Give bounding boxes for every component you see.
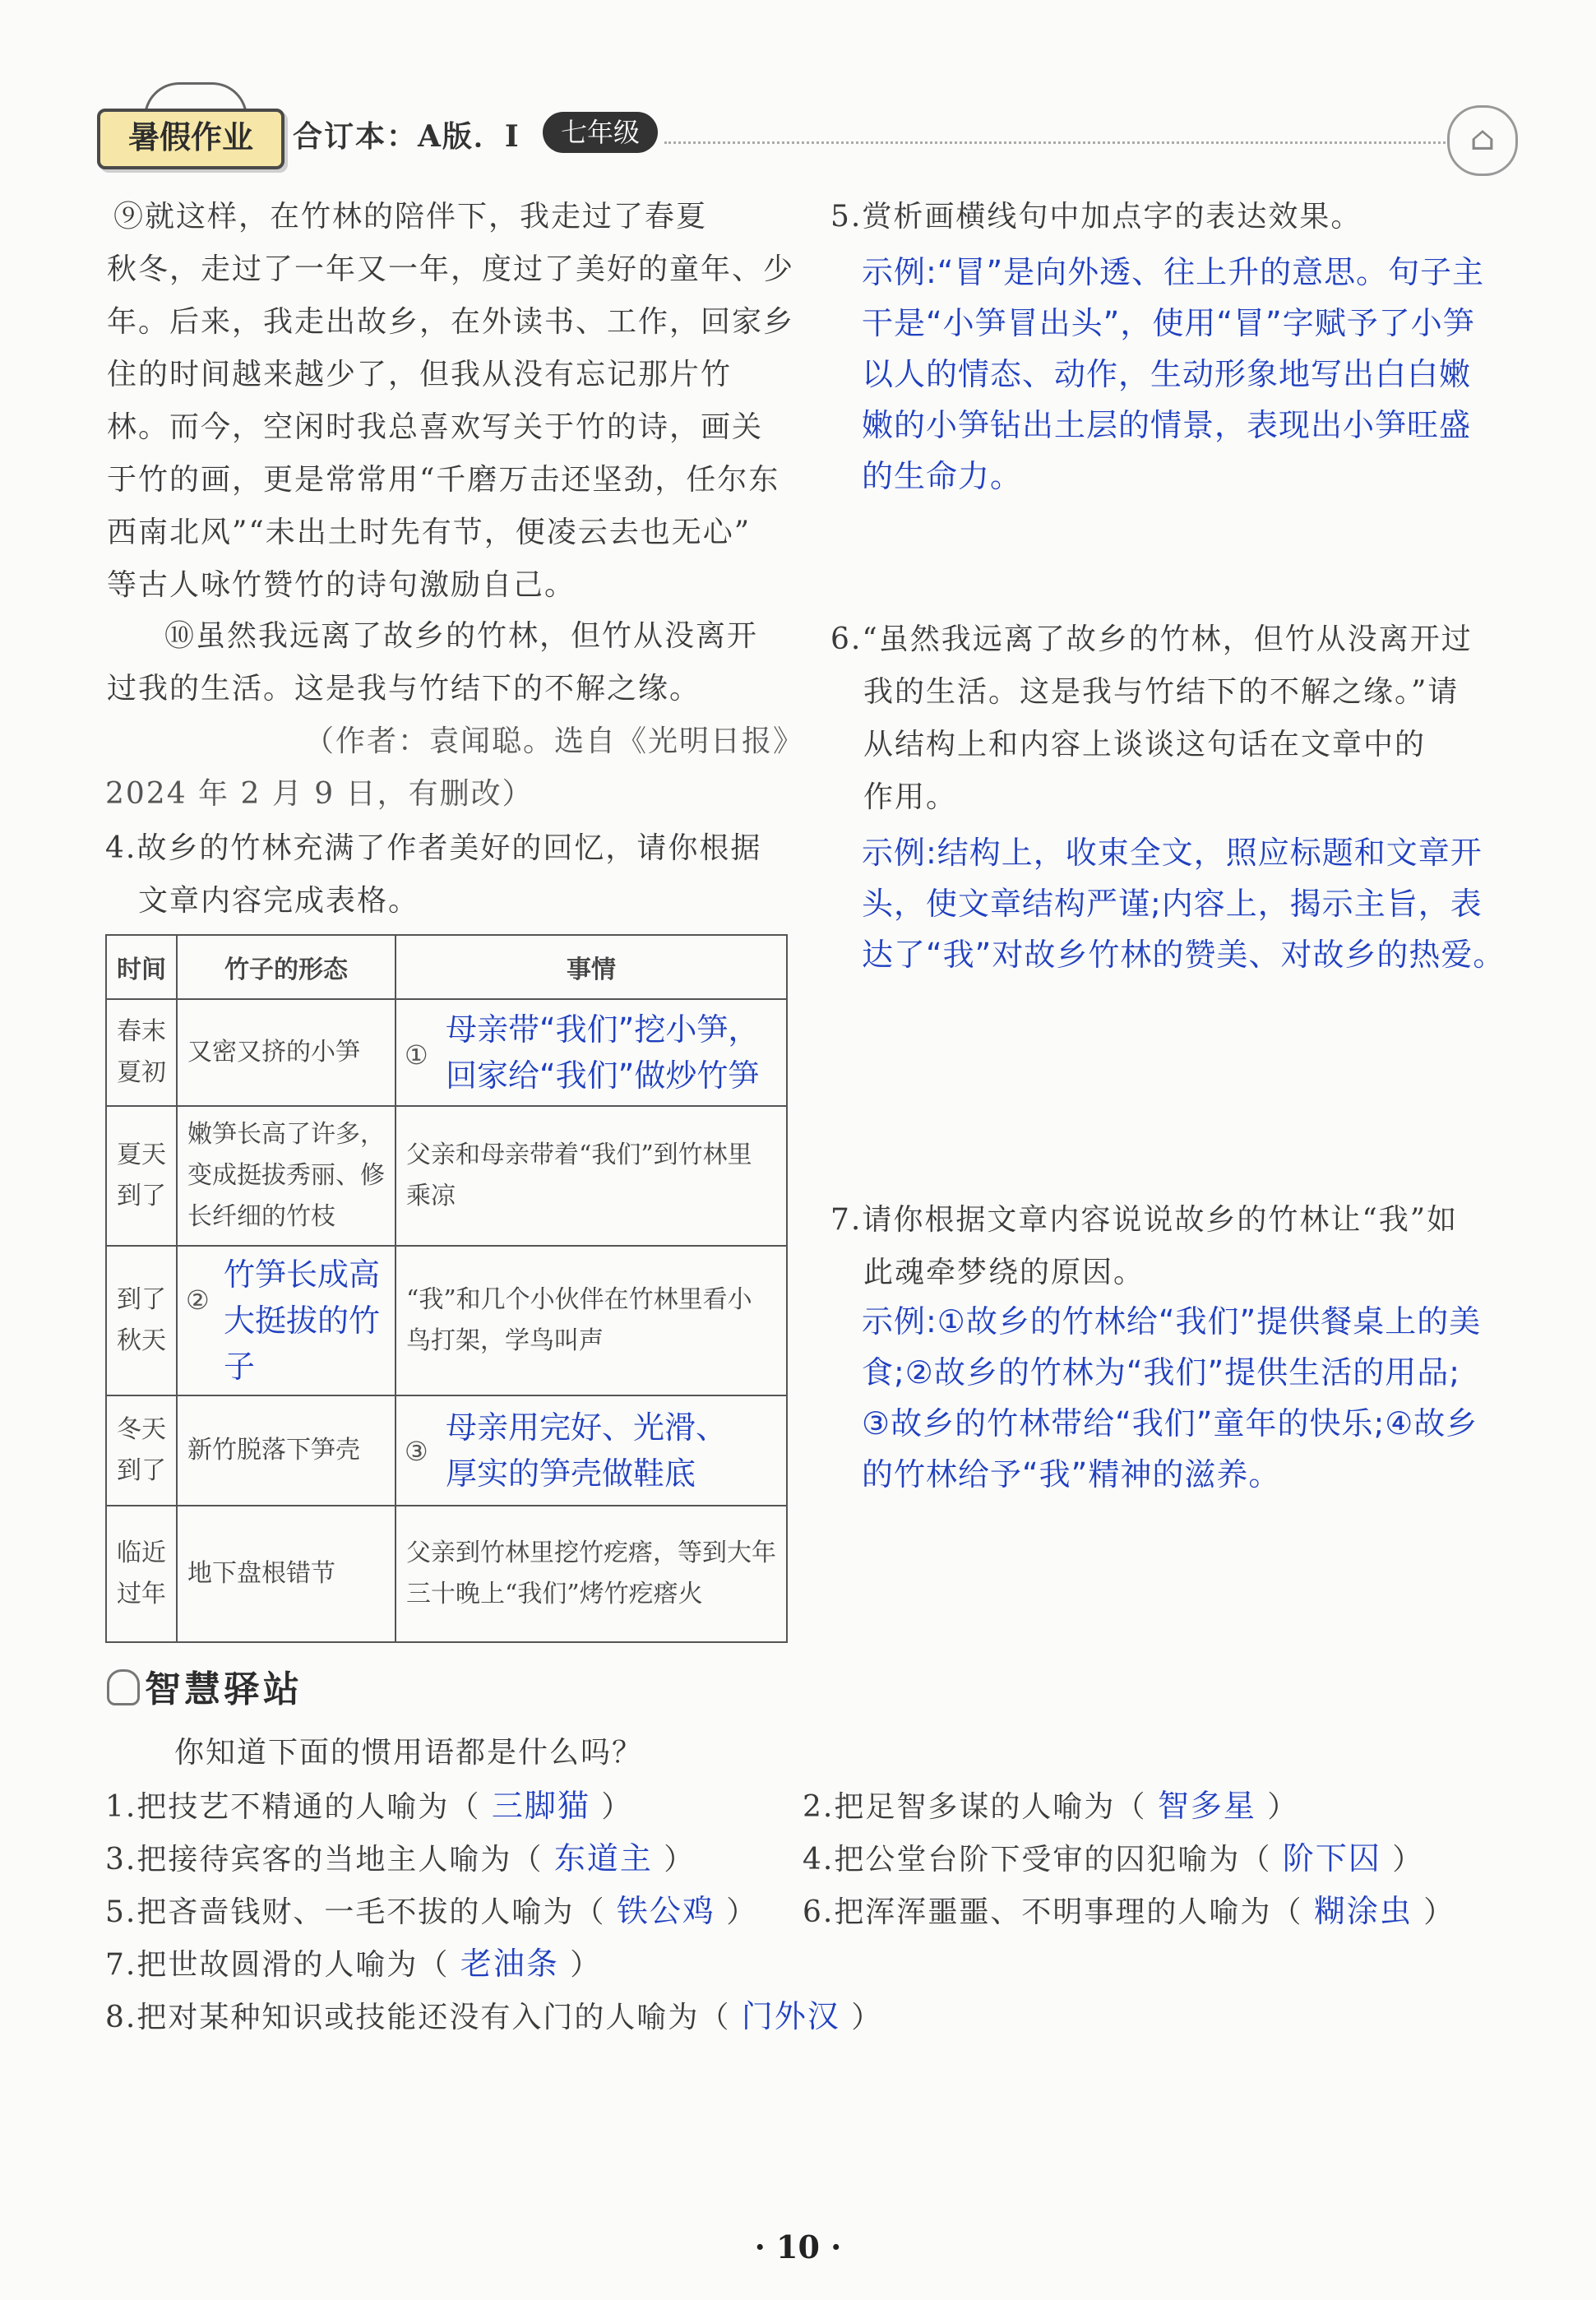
idiom-item (803, 1832, 1423, 1886)
answer-line: 头，使文章结构严谨;内容上，揭示主旨，表 (862, 886, 1483, 922)
idiom-question: 3.把接待宾客的当地主人喻为（ (105, 1843, 544, 1877)
answer-line: 的生命力。 (862, 458, 1023, 494)
answer-line: 厚实的笋壳做鞋底 (446, 1455, 696, 1492)
idiom-item (105, 1779, 632, 1834)
series-logo: 暑假作业 (97, 109, 285, 169)
idiom-question: 1.把技艺不精通的人喻为（ (105, 1790, 481, 1824)
idiom-bracket: ） (664, 1843, 696, 1877)
idiom-question: 4.把公堂台阶下受审的囚犯喻为（ (803, 1843, 1272, 1877)
question-line: 7.请你根据文章内容说说故乡的竹林让“我”如 (830, 1203, 1459, 1237)
idiom-item (105, 1832, 695, 1886)
time-cell (106, 999, 177, 1106)
question-line: 6.“虽然我远离了故乡的竹林，但竹从没离开过 (830, 622, 1473, 656)
text-line: 过我的生活。这是我与竹结下的不解之缘。 (107, 672, 701, 706)
table-header-row (106, 935, 787, 999)
header-time: 时间 (106, 935, 177, 999)
table-row (106, 999, 787, 1106)
question-line: 我的生活。这是我与竹结下的不解之缘。”请 (863, 675, 1460, 709)
table-row (106, 1506, 787, 1642)
form-cell (177, 1246, 396, 1395)
idiom-answer: 铁公鸡 (616, 1893, 715, 1929)
idiom-bracket: ） (851, 2001, 883, 2034)
header-form: 竹子的形态 (177, 935, 396, 999)
lightbulb-icon (107, 1669, 140, 1705)
answer-6 (862, 827, 1585, 980)
question-6 (830, 613, 1571, 824)
event-cell: 父亲和母亲带着“我们”到竹林里乘凉 (396, 1106, 787, 1246)
question-4 (105, 822, 804, 928)
idiom-question: 8.把对某种知识或技能还没有入门的人喻为（ (105, 2001, 731, 2034)
time-cell (106, 1395, 177, 1506)
idiom-bracket: ） (726, 1895, 758, 1929)
time-line: 到了 (117, 1285, 166, 1314)
question-line: 4.故乡的竹林充满了作者美好的回忆，请你根据 (105, 831, 762, 865)
time-line: 临近 (117, 1539, 166, 1567)
passage-paragraph-10 (107, 610, 806, 715)
time-line: 到了 (117, 1182, 166, 1210)
text-line: 年。后来，我走出故乡，在外读书、工作，回家乡 (107, 305, 795, 339)
time-cell (106, 1246, 177, 1395)
answer-line: 嫩的小笋钻出土层的情景，表现出小笋旺盛 (862, 407, 1472, 443)
form-cell: 地下盘根错节 (177, 1506, 396, 1642)
event-cell (396, 1395, 787, 1506)
idiom-answer: 三脚猫 (491, 1788, 590, 1824)
passage-paragraph-9 (107, 191, 796, 612)
time-line: 秋天 (117, 1326, 166, 1355)
source-line: （作者：袁闻聪。选自《光明日报》 (303, 724, 804, 758)
idiom-question: 2.把足智多谋的人喻为（ (803, 1790, 1147, 1824)
edition-label: 合订本：A版．I (293, 119, 520, 154)
answer-text (446, 1405, 776, 1497)
answer-mark: ① (405, 1039, 428, 1071)
text-line: 林。而今，空闲时我总喜欢写关于竹的诗，画关 (107, 410, 764, 444)
answer-text: 竹笋长成高大挺拔的竹子 (224, 1256, 381, 1385)
idiom-item (105, 1885, 757, 1939)
answer-line: 母亲带“我们”挖小笋， (446, 1011, 760, 1048)
time-line: 春末 (117, 1017, 166, 1046)
question-7 (830, 1194, 1571, 1299)
table-row (106, 1395, 787, 1506)
idiom-answer: 智多星 (1157, 1788, 1256, 1824)
table-row (106, 1246, 787, 1395)
header-event: 事情 (396, 935, 787, 999)
event-cell (396, 999, 787, 1106)
idiom-answer: 东道主 (553, 1840, 653, 1877)
text-line: 于竹的画，更是常常用“千磨万击还坚劲，任尔东 (107, 463, 780, 497)
answer-line: 干是“小笋冒出头”，使用“冒”字赋予了小笋 (862, 305, 1475, 341)
grade-badge: 七年级 (543, 112, 658, 153)
idiom-bracket: ） (1267, 1790, 1299, 1824)
section-title: 智慧驿站 (145, 1668, 303, 1710)
section-intro: 你知道下面的惯用语都是什么吗？ (174, 1736, 644, 1770)
time-cell (106, 1106, 177, 1246)
idiom-bracket: ） (1392, 1843, 1424, 1877)
text-line: 等古人咏竹赞竹的诗句激励自己。 (107, 568, 576, 602)
bamboo-table (105, 934, 788, 1643)
answer-line: 母亲用完好、光滑、 (446, 1409, 728, 1446)
text-line: 住的时间越来越少了，但我从没有忘记那片竹 (107, 358, 733, 391)
passage-source (105, 715, 804, 821)
answer-text (446, 1007, 776, 1099)
idiom-bracket: ） (570, 1948, 602, 1982)
text-line: ⑨就这样，在竹林的陪伴下，我走过了春夏 (113, 200, 708, 234)
answer-line: 以人的情态、动作，生动形象地写出白白嫩 (862, 356, 1472, 392)
time-line: 冬天 (117, 1415, 166, 1444)
question-5 (830, 191, 1571, 243)
table-row (106, 1106, 787, 1246)
time-line: 过年 (117, 1580, 166, 1608)
answer-mark: ② (186, 1284, 210, 1316)
idiom-item (105, 1937, 601, 1992)
source-line: 2024 年 2 月 9 日，有删改） (105, 777, 534, 811)
idiom-answer: 老油条 (460, 1946, 559, 1982)
time-line: 夏初 (117, 1058, 166, 1087)
idiom-answer: 糊涂虫 (1313, 1893, 1413, 1929)
answer-5 (862, 247, 1585, 502)
time-cell (106, 1506, 177, 1642)
time-line: 到了 (117, 1456, 166, 1485)
page-number: · 10 · (754, 2228, 842, 2265)
idiom-answer: 门外汉 (741, 1998, 840, 2034)
idiom-item (803, 1779, 1298, 1834)
form-cell: 又密又挤的小笋 (177, 999, 396, 1106)
text-line: 秋冬，走过了一年又一年，度过了美好的童年、少 (107, 252, 795, 286)
time-line: 夏天 (117, 1141, 166, 1169)
idiom-item (105, 1990, 882, 2044)
answer-line: 示例:结构上，收束全文，照应标题和文章开 (862, 835, 1483, 871)
form-cell: 嫩笋长高了许多，变成挺拔秀丽、修长纤细的竹枝 (177, 1106, 396, 1246)
answer-7 (862, 1296, 1585, 1500)
answer-line: 达了“我”对故乡竹林的赞美、对故乡的热爱。 (862, 937, 1506, 973)
question-line: 此魂牵梦绕的原因。 (863, 1256, 1145, 1289)
answer-line: ③故乡的竹林带给“我们”童年的快乐;④故乡 (862, 1405, 1478, 1442)
question-line: 文章内容完成表格。 (138, 884, 420, 918)
idiom-item (803, 1885, 1455, 1939)
answer-line: 示例:“冒”是向外透、往上升的意思。句子主 (862, 254, 1485, 290)
idiom-question: 6.把浑浑噩噩、不明事理的人喻为（ (803, 1895, 1303, 1929)
answer-mark: ③ (405, 1436, 428, 1467)
event-cell: 父亲到竹林里挖竹疙瘩，等到大年三十晚上“我们”烤竹疙瘩火 (396, 1506, 787, 1642)
answer-line: 示例:①故乡的竹林给“我们”提供餐桌上的美 (862, 1303, 1482, 1340)
idiom-answer: 阶下囚 (1282, 1840, 1381, 1877)
text-line: 西南北风”“未出土时先有节，便凌云去也无心” (107, 516, 752, 549)
form-cell: 新竹脱落下笋壳 (177, 1395, 396, 1506)
question-line: 作用。 (863, 780, 958, 814)
answer-line: 的竹林给予“我”精神的滋养。 (862, 1456, 1281, 1492)
text-line: ⑩虽然我远离了故乡的竹林，但竹从没离开 (164, 619, 759, 653)
idiom-question: 7.把世故圆滑的人喻为（ (105, 1948, 450, 1982)
question-line: 从结构上和内容上谈谈这句话在文章中的 (863, 728, 1427, 761)
idiom-bracket: ） (601, 1790, 633, 1824)
answer-line: 回家给“我们”做炒竹笋 (446, 1057, 760, 1094)
question-line: 5.赏析画横线句中加点字的表达效果。 (830, 200, 1362, 234)
answer-line: 食;②故乡的竹林为“我们”提供生活的用品; (862, 1354, 1461, 1391)
corner-emblem-icon: ⌂ (1447, 105, 1518, 176)
header-divider (664, 141, 1446, 144)
idiom-bracket: ） (1423, 1895, 1455, 1929)
idiom-question: 5.把吝啬钱财、一毛不拔的人喻为（ (105, 1895, 606, 1929)
event-cell: “我”和几个小伙伴在竹林里看小鸟打架，学鸟叫声 (396, 1246, 787, 1395)
